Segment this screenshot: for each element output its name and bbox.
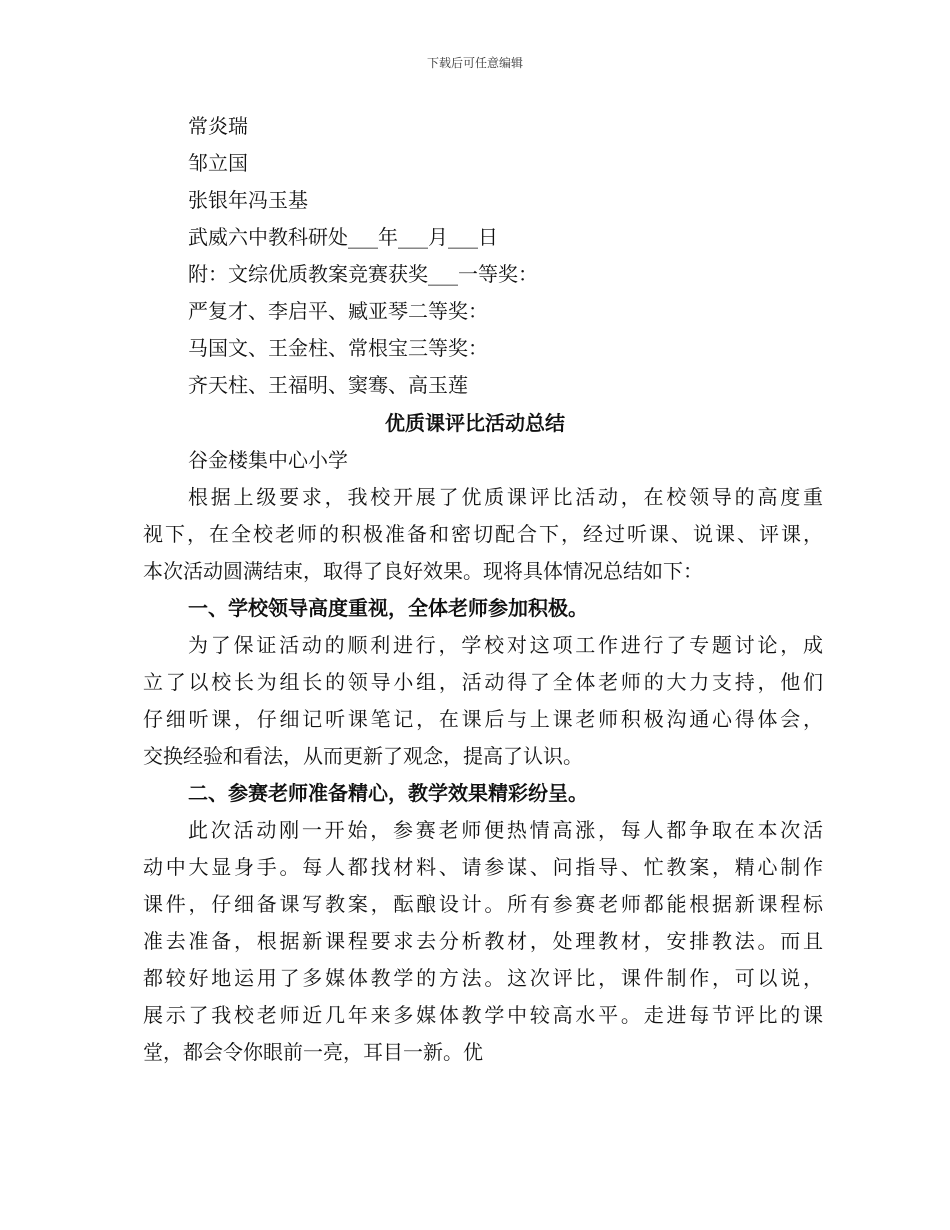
section-1-heading: 一、学校领导高度重视，全体老师参加积极。	[188, 596, 588, 620]
page-header-note: 下载后可任意编辑	[426, 56, 523, 70]
section-2-line-5: 都较好地运用了多媒体教学的方法。这次评比，课件制作，可以说，	[143, 966, 823, 990]
section-1-line-3: 仔细听课，仔细记听课笔记，在课后与上课老师积极沟通心得体会，	[143, 707, 823, 731]
section-2-line-3: 课件，仔细备课写教案，酝酿设计。所有参赛老师都能根据新课程标	[143, 892, 823, 916]
appendix-line-1: 附：文综优质教案竞赛获奖___一等奖：	[188, 262, 538, 286]
name-line-3: 张银年冯玉基	[188, 188, 308, 212]
school-name: 谷金楼集中心小学	[188, 448, 348, 472]
section-2-line-6: 展示了我校老师近几年来多媒体教学中较高水平。走进每节评比的课	[143, 1003, 823, 1027]
section-2-line-4: 准去准备，根据新课程要求去分析教材，处理教材，安排教法。而且	[143, 929, 823, 953]
name-line-2: 邹立国	[188, 151, 248, 175]
intro-line-2: 视下，在全校老师的积极准备和密切配合下，经过听课、说课、评课，	[143, 522, 823, 546]
intro-line-3: 本次活动圆满结束，取得了良好效果。现将具体情况总结如下：	[143, 559, 703, 583]
summary-title: 优质课评比活动总结	[385, 411, 565, 435]
section-2-line-7: 堂，都会令你眼前一亮，耳目一新。优	[143, 1040, 483, 1064]
signature-date-line: 武威六中教科研处___年___月___日	[188, 225, 498, 249]
name-line-1: 常炎瑞	[188, 114, 248, 138]
section-1-line-1: 为了保证活动的顺利进行，学校对这项工作进行了专题讨论，成	[188, 633, 823, 657]
section-1-line-2: 立了以校长为组长的领导小组，活动得了全体老师的大力支持，他们	[143, 670, 823, 694]
section-2-line-1: 此次活动刚一开始，参赛老师便热情高涨，每人都争取在本次活	[188, 818, 823, 842]
intro-line-1: 根据上级要求，我校开展了优质课评比活动，在校领导的高度重	[188, 485, 823, 509]
section-2-line-2: 动中大显身手。每人都找材料、请参谋、问指导、忙教案，精心制作	[143, 855, 823, 879]
appendix-line-4: 齐天柱、王福明、窦骞、高玉莲	[188, 373, 468, 397]
section-2-heading: 二、参赛老师准备精心，教学效果精彩纷呈。	[188, 781, 588, 805]
appendix-line-3: 马国文、王金柱、常根宝三等奖：	[188, 336, 488, 360]
section-1-line-4: 交换经验和看法，从而更新了观念，提高了认识。	[143, 744, 583, 768]
appendix-line-2: 严复才、李启平、臧亚琴二等奖：	[188, 299, 488, 323]
